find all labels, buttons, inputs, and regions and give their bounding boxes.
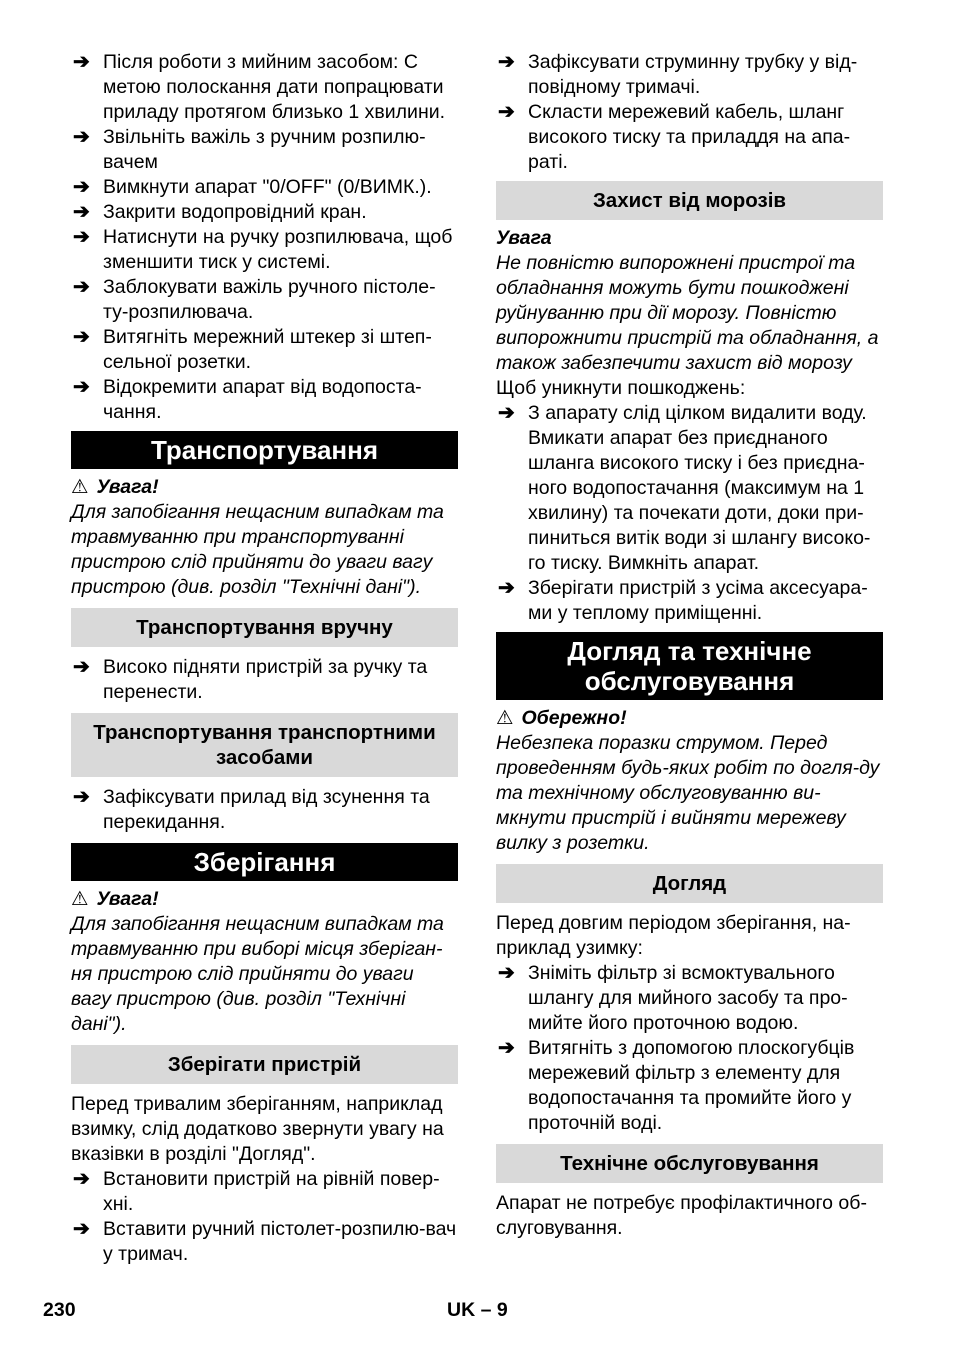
arrow-icon: ➔ <box>498 962 515 984</box>
arrow-icon: ➔ <box>73 1168 90 1190</box>
paragraph: Щоб уникнути пошкоджень: <box>496 377 746 399</box>
list-item: ➔ З апарату слід цілком видалити воду. Вмикати апарат без приєднаного шланга високого тиску і без приєдна-ного водопостачання (максимум на 1 хвилину) та почекати доти, доки при-пиниться витік води зі шлангу високо-го тиску. Вимкніть апарат. <box>498 402 871 574</box>
warning-title: ⚠ Увага! <box>71 476 159 498</box>
list-item: ➔ Зафіксувати прилад від зсунення та перекидання. <box>73 786 430 833</box>
warning-title: Увага <box>496 227 552 249</box>
list-item: ➔ Вимкнути апарат "0/OFF" (0/ВИМК.). <box>73 176 432 198</box>
subheading-store-device: Зберігати пристрій <box>71 1045 458 1084</box>
arrow-icon: ➔ <box>73 176 90 198</box>
paragraph: Перед довгим періодом зберігання, на-приклад узимку: <box>496 912 851 959</box>
subheading-manual-transport: Транспортування вручну <box>71 608 458 647</box>
subheading-care: Догляд <box>496 864 883 903</box>
list-item: ➔ Зніміть фільтр зі всмоктувального шлангу для мийного засобу та про-мийте його проточною водою. <box>498 962 848 1034</box>
warning-text: Не повністю випорожнені пристрої та обладнання можуть бути пошкоджені руйнуванню при дії морозу. Повністю випорожнити пристрій та обладнання, а також забезпечити захист від морозу <box>496 252 879 374</box>
list-item: ➔ Після роботи з мийним засобом: С метою полоскання дати попрацювати приладу протягом близько 1 хвилини. <box>73 51 446 123</box>
list-item: ➔ Встановити пристрій на рівній повер-хні. <box>73 1168 440 1215</box>
warning-title: ⚠ Обережно! <box>496 707 627 729</box>
arrow-icon: ➔ <box>73 786 90 808</box>
arrow-icon: ➔ <box>498 577 515 599</box>
warning-text: Для запобігання нещасним випадкам та травмуванню при транспортуванні пристрою слід прийняти до уваги вагу пристрою (див. розділ "Технічні дані"). <box>71 501 444 598</box>
right-column <box>496 50 883 1241</box>
arrow-icon: ➔ <box>498 402 515 424</box>
arrow-icon: ➔ <box>73 276 90 298</box>
arrow-icon: ➔ <box>73 1218 90 1240</box>
left-column <box>71 50 458 1267</box>
list-item: ➔ Високо підняти пристрій за ручку та перенести. <box>73 656 428 703</box>
list-item: ➔ Скласти мережевий кабель, шланг високого тиску та приладдя на апа-раті. <box>498 101 851 173</box>
footer-section: UK – 9 <box>447 1299 508 1321</box>
warning-text: Небезпека поразки струмом. Перед проведенням будь-яких робіт по догля-ду та технічному обслуговуванню ви-мкнути пристрій і вийняти мережеву вилку з розетки. <box>496 732 880 854</box>
arrow-icon: ➔ <box>73 326 90 348</box>
warning-icon: ⚠ <box>496 707 514 729</box>
list-item: ➔ Натиснути на ручку розпилювача, щоб зменшити тиск у системі. <box>73 226 453 273</box>
list-item: ➔ Вставити ручний пістолет-розпилю-вач у тримач. <box>73 1218 457 1265</box>
warning-icon: ⚠ <box>71 476 89 498</box>
list-item: ➔ Закрити водопровідний кран. <box>73 201 367 223</box>
section-heading-care: Догляд та технічне обслуговування <box>496 632 883 700</box>
arrow-icon: ➔ <box>73 226 90 248</box>
warning-text: Для запобігання нещасним випадкам та травмуванню при виборі місця зберіган-ня пристрою слід прийняти до уваги вагу пристрою (див. розділ "Технічні дані"). <box>71 913 444 1035</box>
arrow-icon: ➔ <box>73 656 90 678</box>
warning-icon: ⚠ <box>71 888 89 910</box>
subheading-maintenance: Технічне обслуговування <box>496 1144 883 1183</box>
list-item: ➔ Відокремити апарат від водопоста-чання. <box>73 376 422 423</box>
list-item: ➔ Зберігати пристрій з усіма аксесуара-ми у теплому приміщенні. <box>498 577 868 624</box>
subheading-vehicle-transport: Транспортування транспортними засобами <box>71 713 458 777</box>
page-number: 230 <box>43 1299 76 1321</box>
arrow-icon: ➔ <box>73 51 90 73</box>
arrow-icon: ➔ <box>498 51 515 73</box>
arrow-icon: ➔ <box>73 126 90 148</box>
warning-title: ⚠ Увага! <box>71 888 159 910</box>
list-item: ➔ Зафіксувати струминну трубку у від-повідному тримачі. <box>498 51 858 98</box>
section-heading-transport: Транспортування <box>71 431 458 469</box>
list-item: ➔ Витягніть мережний штекер зі штеп-сельної розетки. <box>73 326 432 373</box>
paragraph: Перед тривалим зберіганням, наприклад взимку, слід додатково звернути увагу на вказівки в розділі "Догляд". <box>71 1093 444 1165</box>
arrow-icon: ➔ <box>73 201 90 223</box>
list-item: ➔ Звільніть важіль з ручним розпилю-вачем <box>73 126 426 173</box>
arrow-icon: ➔ <box>73 376 90 398</box>
list-item: ➔ Витягніть з допомогою плоскогубців мережевий фільтр з елементу для водопостачання та промийте його у проточній воді. <box>498 1037 855 1134</box>
subheading-frost-protection: Захист від морозів <box>496 181 883 220</box>
paragraph: Апарат не потребує профілактичного об-слуговування. <box>496 1192 867 1239</box>
section-heading-storage: Зберігання <box>71 843 458 881</box>
arrow-icon: ➔ <box>498 1037 515 1059</box>
list-item: ➔ Заблокувати важіль ручного пістоле-ту-розпилювача. <box>73 276 436 323</box>
intro-list <box>71 50 458 425</box>
arrow-icon: ➔ <box>498 101 515 123</box>
